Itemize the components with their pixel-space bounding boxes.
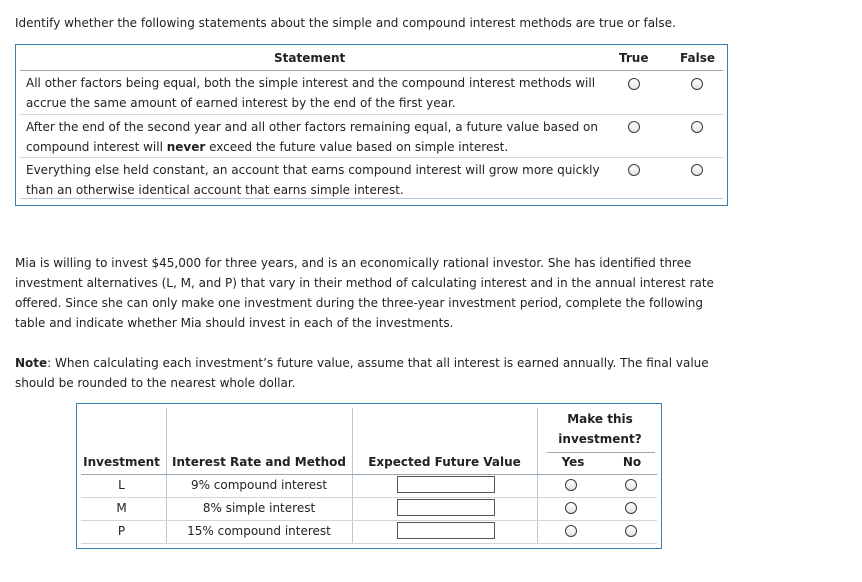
row-l-investment: L — [118, 478, 125, 492]
statement-3-true-radio[interactable] — [628, 164, 640, 176]
header-false: False — [680, 51, 715, 65]
statement-row-3 — [20, 158, 723, 201]
col-divider-2 — [352, 408, 353, 544]
statement-3-false-radio[interactable] — [691, 164, 703, 176]
statement-1-false-radio[interactable] — [691, 78, 703, 90]
header-yes: Yes — [561, 455, 585, 469]
statement-text-2 — [26, 117, 606, 157]
scenario-text: Mia is willing to invest $45,000 for three years, and is an economically rational investor. She has identified three investment alternatives (L, M, and P) that vary in their method of calculating interest and in the annual interest rate offered. Since she can only make one investment during the three-year investment period, complete the following table and indicate whether Mia should invest in each of the investments. — [15, 256, 714, 330]
statement-text-1-a: All other factors being equal, both the simple interest and the compound interest methods will accrue the same amount of earned interest by the end of the first year. — [26, 76, 596, 110]
row-m-rate-method: 8% simple interest — [202, 501, 316, 515]
note-body: : When calculating each investment’s future value, assume that all interest is earned annually. The final value should be rounded to the nearest whole dollar. — [15, 356, 709, 390]
row-l-yes-radio[interactable] — [565, 479, 577, 491]
statement-2-true-radio[interactable] — [628, 121, 640, 133]
statement-text-3-a: Everything else held constant, an account that earns compound interest will grow more quickly than an otherwise identical account that earns simple interest. — [26, 163, 600, 197]
header-no: No — [622, 455, 642, 469]
row-l-rate-method: 9% compound interest — [190, 478, 328, 492]
header-make-line1: Make this — [567, 412, 633, 426]
row-p-investment: P — [117, 524, 126, 538]
header-rate-method: Interest Rate and Method — [172, 455, 346, 469]
statement-text-3 — [26, 160, 606, 200]
header-future-value: Expected Future Value — [368, 455, 521, 469]
row-p-future-value-input[interactable] — [397, 522, 495, 539]
row-p-no-radio[interactable] — [625, 525, 637, 537]
investment-table — [76, 403, 662, 549]
statement-row-1 — [20, 71, 723, 114]
statement-row-2 — [20, 115, 723, 158]
statement-text-2-b: exceed the future value based on simple interest. — [205, 140, 509, 154]
header-statement: Statement — [274, 51, 346, 65]
row-l-no-radio[interactable] — [625, 479, 637, 491]
row-l-future-value-input[interactable] — [397, 476, 495, 493]
statement-1-true-radio[interactable] — [628, 78, 640, 90]
row-m-future-value-input[interactable] — [397, 499, 495, 516]
note-label: Note — [15, 356, 48, 370]
row-m-investment: M — [116, 501, 127, 515]
statement-text-2-a: After the end of the second year and all other factors remaining equal, a future value based on compound interest will — [26, 120, 598, 154]
header-true: True — [619, 51, 649, 65]
row-p-rate-method: 15% compound interest — [187, 524, 331, 538]
instructions-text: Identify whether the following statements about the simple and compound interest methods are true or false. — [15, 16, 676, 30]
row-m-no-radio[interactable] — [625, 502, 637, 514]
row-divider-p — [81, 543, 657, 544]
statement-2-false-radio[interactable] — [691, 121, 703, 133]
statements-table — [15, 44, 728, 206]
row-m-yes-radio[interactable] — [565, 502, 577, 514]
header-investment: Investment — [83, 455, 160, 469]
row-p-yes-radio[interactable] — [565, 525, 577, 537]
statement-text-2-emphasis: never — [166, 140, 206, 154]
statement-text-1 — [26, 73, 606, 113]
note-text — [15, 353, 735, 393]
header-make-line2: investment? — [558, 432, 642, 446]
